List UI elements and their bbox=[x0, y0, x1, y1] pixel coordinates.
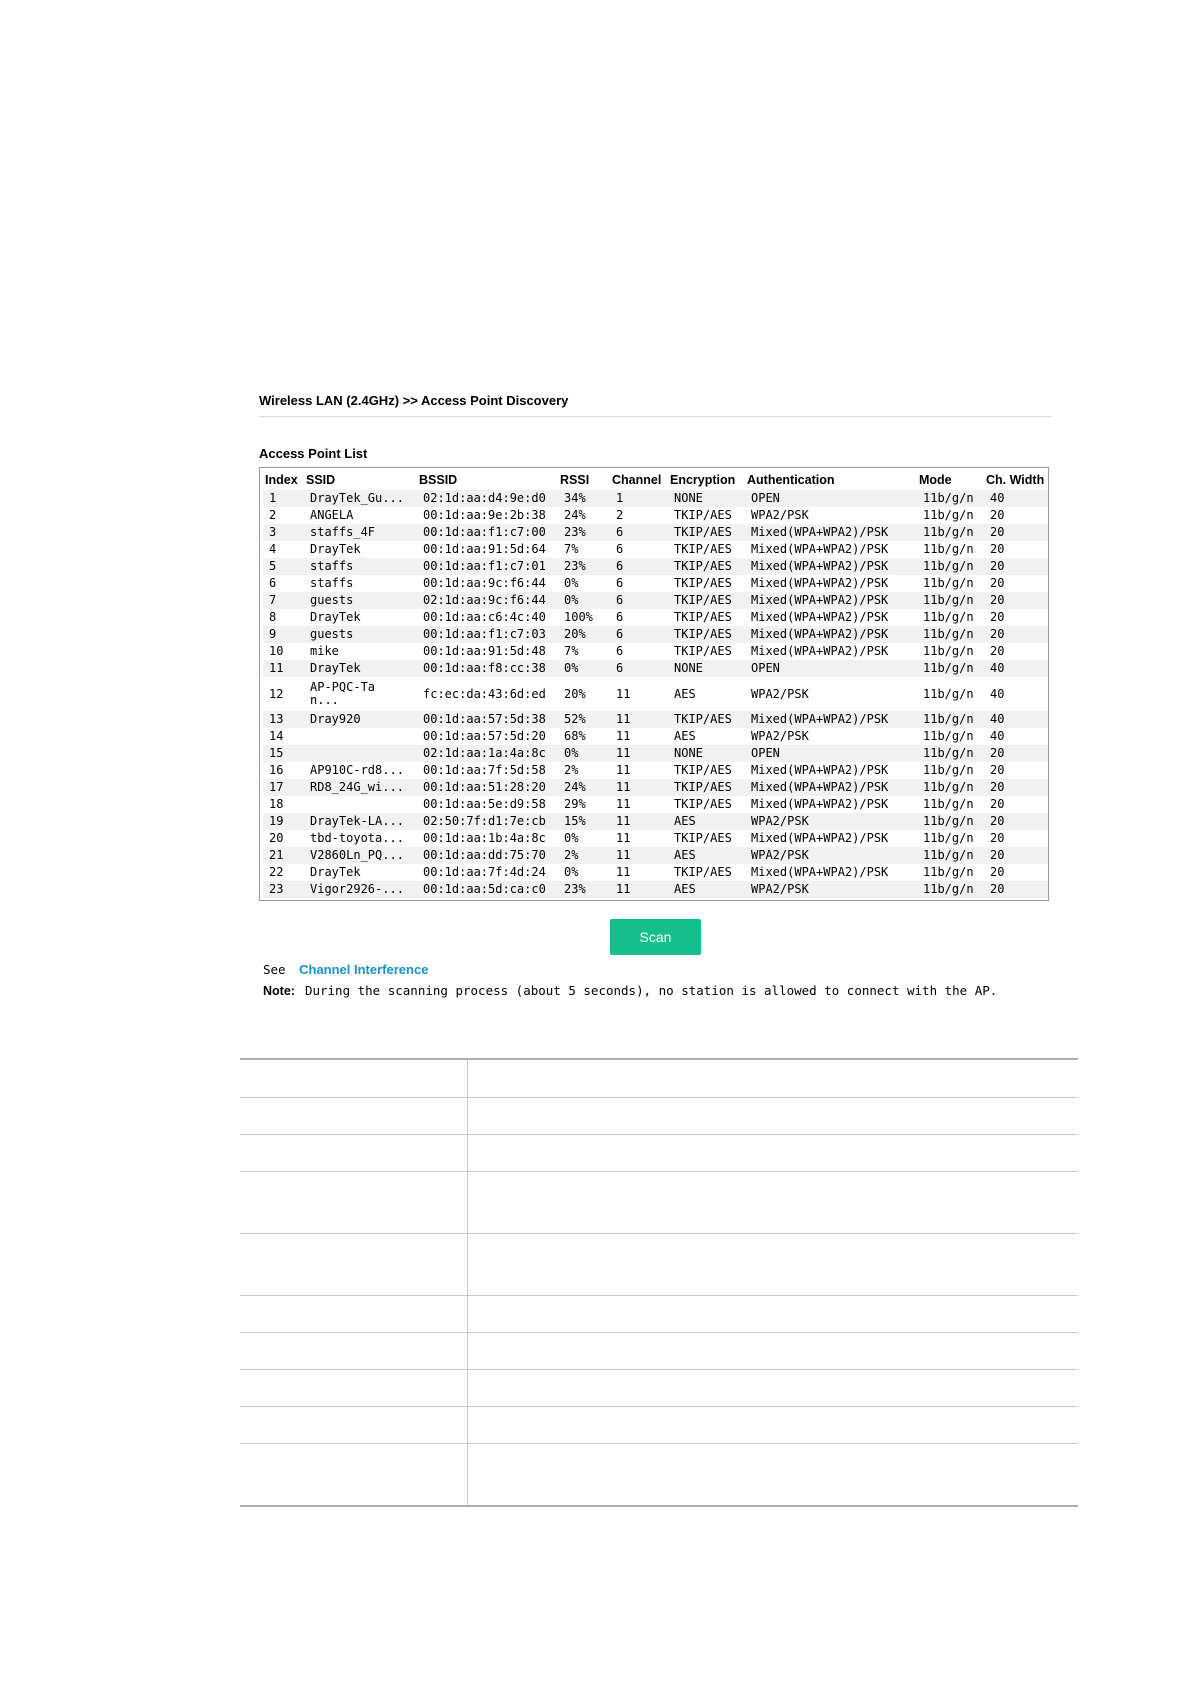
description-text-cell bbox=[468, 1060, 1078, 1097]
cell-encryption: TKIP/AES bbox=[668, 626, 745, 643]
cell-mode: 11b/g/n bbox=[917, 660, 984, 677]
description-row bbox=[240, 1097, 1078, 1134]
cell-rssi: 23% bbox=[558, 524, 610, 541]
cell-ch-width: 20 bbox=[990, 576, 1005, 590]
cell-authentication: Mixed(WPA+WPA2)/PSK bbox=[745, 558, 917, 575]
cell-ch-width: 40 bbox=[984, 711, 1048, 728]
description-item-cell bbox=[240, 1135, 468, 1171]
table-row bbox=[263, 558, 1048, 575]
description-item-cell bbox=[240, 1333, 468, 1369]
table-row bbox=[263, 847, 1048, 864]
cell-authentication: OPEN bbox=[745, 660, 917, 677]
cell-bssid: 00:1d:aa:c6:4c:40 bbox=[423, 610, 546, 624]
cell-ch-width: 20 bbox=[984, 881, 1048, 898]
cell-ssid: AP910C-rd8... bbox=[310, 763, 404, 777]
table-row bbox=[263, 507, 1048, 524]
cell-encryption: AES bbox=[674, 729, 696, 743]
table-row bbox=[263, 796, 1048, 813]
cell-index: 15 bbox=[263, 745, 304, 762]
cell-index: 2 bbox=[269, 508, 277, 522]
cell-index: 6 bbox=[269, 576, 277, 590]
cell-channel: 6 bbox=[610, 558, 668, 575]
description-text-cell bbox=[468, 1172, 1078, 1233]
cell-ssid bbox=[304, 745, 417, 762]
cell-encryption: TKIP/AES bbox=[674, 644, 732, 658]
cell-mode: 11b/g/n bbox=[923, 865, 974, 879]
description-row bbox=[240, 1443, 1078, 1505]
cell-ch-width: 20 bbox=[984, 745, 1048, 762]
cell-authentication: WPA2/PSK bbox=[745, 881, 917, 898]
cell-channel: 6 bbox=[616, 542, 624, 556]
description-row bbox=[240, 1171, 1078, 1233]
description-row bbox=[240, 1332, 1078, 1369]
cell-mode: 11b/g/n bbox=[923, 686, 974, 701]
table-row bbox=[263, 779, 1048, 796]
description-item-cell bbox=[240, 1060, 468, 1097]
cell-index: 12 bbox=[269, 686, 284, 701]
cell-bssid: 00:1d:aa:5d:ca:c0 bbox=[417, 881, 558, 898]
cell-rssi: 2% bbox=[558, 847, 610, 864]
cell-channel: 2 bbox=[616, 508, 624, 522]
description-text-cell bbox=[468, 1296, 1078, 1332]
cell-bssid: 00:1d:aa:9c:f6:44 bbox=[423, 576, 546, 590]
cell-ch-width: 20 bbox=[990, 644, 1005, 658]
column-header-mode: Mode bbox=[919, 473, 952, 487]
cell-encryption: NONE bbox=[668, 490, 745, 507]
cell-rssi: 0% bbox=[558, 592, 610, 609]
cell-rssi: 15% bbox=[558, 813, 610, 830]
note-label: Note: bbox=[263, 984, 295, 998]
scan-button[interactable]: Scan bbox=[610, 919, 701, 955]
cell-ssid: tbd-toyota... bbox=[310, 831, 404, 845]
cell-mode: 11b/g/n bbox=[917, 490, 984, 507]
cell-rssi: 0% bbox=[564, 576, 579, 590]
cell-encryption: NONE bbox=[668, 745, 745, 762]
cell-encryption: AES bbox=[668, 813, 745, 830]
table-row bbox=[263, 830, 1048, 847]
description-text-cell bbox=[468, 1333, 1078, 1369]
cell-authentication: Mixed(WPA+WPA2)/PSK bbox=[751, 644, 889, 658]
cell-index: 9 bbox=[263, 626, 304, 643]
cell-encryption: TKIP/AES bbox=[674, 542, 732, 556]
cell-ssid: mike bbox=[310, 644, 339, 658]
table-row bbox=[263, 660, 1048, 677]
description-row bbox=[240, 1233, 1078, 1295]
cell-bssid: 02:50:7f:d1:7e:cb bbox=[417, 813, 558, 830]
note-text: During the scanning process (about 5 seconds), no station is allowed to connect with the AP. bbox=[304, 983, 998, 998]
cell-ch-width: 20 bbox=[984, 592, 1048, 609]
cell-ch-width: 40 bbox=[990, 686, 1005, 701]
cell-authentication: Mixed(WPA+WPA2)/PSK bbox=[751, 542, 889, 556]
table-row bbox=[263, 728, 1048, 745]
cell-channel: 11 bbox=[616, 763, 631, 777]
cell-ssid: RD8_24G_wi... bbox=[304, 779, 417, 796]
table-row bbox=[263, 881, 1048, 898]
description-item-cell bbox=[240, 1370, 468, 1406]
cell-rssi: 0% bbox=[558, 660, 610, 677]
cell-rssi: 20% bbox=[558, 626, 610, 643]
cell-ch-width: 20 bbox=[984, 524, 1048, 541]
cell-ch-width: 20 bbox=[990, 865, 1005, 879]
cell-channel: 11 bbox=[610, 711, 668, 728]
cell-index: 18 bbox=[269, 797, 284, 811]
cell-encryption: NONE bbox=[668, 660, 745, 677]
access-point-table bbox=[263, 470, 1048, 898]
cell-authentication: Mixed(WPA+WPA2)/PSK bbox=[745, 711, 917, 728]
cell-rssi: 34% bbox=[558, 490, 610, 507]
cell-authentication: Mixed(WPA+WPA2)/PSK bbox=[751, 610, 889, 624]
description-item-cell bbox=[240, 1234, 468, 1295]
cell-mode: 11b/g/n bbox=[923, 644, 974, 658]
see-line bbox=[263, 962, 428, 977]
description-item-cell bbox=[240, 1296, 468, 1332]
see-label: See bbox=[263, 962, 286, 977]
cell-index: 11 bbox=[263, 660, 304, 677]
cell-mode: 11b/g/n bbox=[917, 524, 984, 541]
cell-mode: 11b/g/n bbox=[917, 592, 984, 609]
cell-ssid: staffs_4F bbox=[304, 524, 417, 541]
cell-authentication: Mixed(WPA+WPA2)/PSK bbox=[751, 865, 889, 879]
column-header-channel: Channel bbox=[612, 473, 662, 487]
cell-ch-width: 20 bbox=[984, 779, 1048, 796]
cell-bssid: 00:1d:aa:91:5d:64 bbox=[423, 542, 546, 556]
cell-index: 7 bbox=[263, 592, 304, 609]
cell-authentication: Mixed(WPA+WPA2)/PSK bbox=[745, 626, 917, 643]
cell-channel: 11 bbox=[616, 797, 631, 811]
cell-index: 5 bbox=[263, 558, 304, 575]
description-item-cell bbox=[240, 1172, 468, 1233]
table-row bbox=[263, 711, 1048, 728]
column-header-ssid: SSID bbox=[306, 473, 336, 487]
cell-ssid: guests bbox=[304, 592, 417, 609]
description-text-cell bbox=[468, 1098, 1078, 1134]
table-row bbox=[263, 677, 1048, 711]
cell-index: 14 bbox=[269, 729, 284, 743]
cell-bssid: 00:1d:aa:9e:2b:38 bbox=[423, 508, 546, 522]
cell-ch-width: 40 bbox=[990, 729, 1005, 743]
cell-channel: 6 bbox=[616, 644, 624, 658]
table-row bbox=[263, 541, 1048, 558]
description-item-cell bbox=[240, 1098, 468, 1134]
description-text-cell bbox=[468, 1234, 1078, 1295]
cell-ssid bbox=[304, 728, 417, 745]
cell-channel: 6 bbox=[610, 524, 668, 541]
cell-rssi: 24% bbox=[558, 779, 610, 796]
cell-channel: 11 bbox=[610, 881, 668, 898]
cell-channel: 1 bbox=[610, 490, 668, 507]
description-text-cell bbox=[468, 1444, 1078, 1505]
cell-ch-width: 20 bbox=[990, 797, 1005, 811]
cell-channel: 6 bbox=[616, 610, 624, 624]
cell-rssi: 23% bbox=[558, 558, 610, 575]
description-table bbox=[240, 1058, 1078, 1507]
cell-channel: 11 bbox=[616, 865, 631, 879]
cell-encryption: TKIP/AES bbox=[668, 779, 745, 796]
cell-bssid: 00:1d:aa:7f:4d:24 bbox=[423, 865, 546, 879]
cell-channel: 11 bbox=[610, 745, 668, 762]
cell-bssid: 00:1d:aa:f8:cc:38 bbox=[417, 660, 558, 677]
cell-bssid: 02:1d:aa:d4:9e:d0 bbox=[417, 490, 558, 507]
cell-ch-width: 20 bbox=[984, 813, 1048, 830]
cell-ssid: ANGELA bbox=[310, 508, 354, 522]
cell-encryption: TKIP/AES bbox=[674, 865, 732, 879]
cell-encryption: AES bbox=[674, 686, 696, 701]
table-row bbox=[263, 813, 1048, 830]
cell-ssid: DrayTek_Gu... bbox=[304, 490, 417, 507]
column-header-bssid: BSSID bbox=[419, 473, 458, 487]
cell-rssi: 0% bbox=[564, 865, 579, 879]
cell-index: 22 bbox=[269, 865, 284, 879]
cell-channel: 11 bbox=[616, 686, 631, 701]
cell-authentication: Mixed(WPA+WPA2)/PSK bbox=[745, 524, 917, 541]
cell-index: 20 bbox=[269, 831, 284, 845]
cell-channel: 11 bbox=[616, 831, 631, 845]
cell-ch-width: 20 bbox=[990, 508, 1005, 522]
cell-rssi: 52% bbox=[558, 711, 610, 728]
cell-encryption: TKIP/AES bbox=[674, 797, 732, 811]
cell-mode: 11b/g/n bbox=[917, 626, 984, 643]
description-row bbox=[240, 1295, 1078, 1332]
cell-encryption: TKIP/AES bbox=[674, 831, 732, 845]
description-text-cell bbox=[468, 1370, 1078, 1406]
column-header-rssi: RSSI bbox=[560, 473, 590, 487]
cell-mode: 11b/g/n bbox=[917, 558, 984, 575]
cell-channel: 6 bbox=[616, 576, 624, 590]
cell-ssid: staffs bbox=[310, 576, 354, 590]
cell-channel: 6 bbox=[610, 626, 668, 643]
cell-authentication: WPA2/PSK bbox=[751, 729, 809, 743]
cell-ssid: DrayTek bbox=[304, 660, 417, 677]
cell-ssid: DrayTek-LA... bbox=[304, 813, 417, 830]
cell-index: 23 bbox=[263, 881, 304, 898]
cell-encryption: TKIP/AES bbox=[674, 763, 732, 777]
cell-index: 17 bbox=[263, 779, 304, 796]
cell-mode: 11b/g/n bbox=[923, 729, 974, 743]
cell-index: 1 bbox=[263, 490, 304, 507]
table-row bbox=[263, 609, 1048, 626]
cell-rssi: 23% bbox=[558, 881, 610, 898]
cell-mode: 11b/g/n bbox=[917, 779, 984, 796]
cell-bssid: 00:1d:aa:1b:4a:8c bbox=[423, 831, 546, 845]
cell-bssid: 00:1d:aa:dd:75:70 bbox=[417, 847, 558, 864]
cell-index: 21 bbox=[263, 847, 304, 864]
cell-authentication: WPA2/PSK bbox=[745, 813, 917, 830]
cell-rssi: 20% bbox=[564, 686, 586, 701]
cell-index: 4 bbox=[269, 542, 277, 556]
cell-bssid: 00:1d:aa:7f:5d:58 bbox=[423, 763, 546, 777]
table-row bbox=[263, 490, 1048, 507]
cell-bssid: 00:1d:aa:f1:c7:03 bbox=[417, 626, 558, 643]
channel-interference-link[interactable]: Channel Interference bbox=[299, 962, 429, 977]
description-text-cell bbox=[468, 1407, 1078, 1443]
description-item-cell bbox=[240, 1444, 468, 1505]
cell-encryption: AES bbox=[668, 881, 745, 898]
cell-mode: 11b/g/n bbox=[917, 847, 984, 864]
cell-channel: 11 bbox=[610, 779, 668, 796]
cell-mode: 11b/g/n bbox=[923, 763, 974, 777]
cell-index: 13 bbox=[263, 711, 304, 728]
cell-rssi: 68% bbox=[564, 729, 586, 743]
table-row bbox=[263, 524, 1048, 541]
table-row bbox=[263, 643, 1048, 660]
cell-bssid: 00:1d:aa:51:28:20 bbox=[417, 779, 558, 796]
cell-bssid: 00:1d:aa:57:5d:38 bbox=[417, 711, 558, 728]
cell-ssid: Vigor2926-... bbox=[304, 881, 417, 898]
cell-encryption: TKIP/AES bbox=[674, 576, 732, 590]
cell-rssi: 29% bbox=[564, 797, 586, 811]
cell-index: 3 bbox=[263, 524, 304, 541]
cell-mode: 11b/g/n bbox=[923, 797, 974, 811]
cell-encryption: TKIP/AES bbox=[668, 558, 745, 575]
cell-rssi: 100% bbox=[564, 610, 593, 624]
column-header-authentication: Authentication bbox=[747, 473, 835, 487]
cell-authentication: Mixed(WPA+WPA2)/PSK bbox=[751, 797, 889, 811]
cell-ssid: Dray920 bbox=[304, 711, 417, 728]
cell-ch-width: 20 bbox=[984, 847, 1048, 864]
cell-authentication: WPA2/PSK bbox=[751, 508, 809, 522]
cell-authentication: Mixed(WPA+WPA2)/PSK bbox=[751, 831, 889, 845]
cell-channel: 6 bbox=[610, 660, 668, 677]
description-row bbox=[240, 1369, 1078, 1406]
cell-mode: 11b/g/n bbox=[917, 745, 984, 762]
cell-mode: 11b/g/n bbox=[923, 576, 974, 590]
cell-encryption: AES bbox=[668, 847, 745, 864]
cell-encryption: TKIP/AES bbox=[674, 610, 732, 624]
cell-ssid: DrayTek bbox=[310, 610, 361, 624]
cell-ch-width: 20 bbox=[984, 626, 1048, 643]
cell-ssid: guests bbox=[304, 626, 417, 643]
cell-mode: 11b/g/n bbox=[923, 610, 974, 624]
cell-bssid: 00:1d:aa:f1:c7:00 bbox=[417, 524, 558, 541]
cell-authentication: Mixed(WPA+WPA2)/PSK bbox=[751, 763, 889, 777]
cell-bssid: 00:1d:aa:57:5d:20 bbox=[423, 729, 546, 743]
column-header-encryption: Encryption bbox=[670, 473, 736, 487]
cell-ch-width: 20 bbox=[990, 610, 1005, 624]
cell-bssid: 00:1d:aa:91:5d:48 bbox=[423, 644, 546, 658]
cell-ssid: V2860Ln_PQ... bbox=[304, 847, 417, 864]
description-row bbox=[240, 1134, 1078, 1171]
access-point-list-title: Access Point List bbox=[259, 446, 368, 461]
table-row bbox=[263, 626, 1048, 643]
cell-channel: 11 bbox=[610, 813, 668, 830]
cell-mode: 11b/g/n bbox=[917, 881, 984, 898]
cell-authentication: WPA2/PSK bbox=[745, 847, 917, 864]
cell-mode: 11b/g/n bbox=[923, 542, 974, 556]
cell-channel: 6 bbox=[610, 592, 668, 609]
cell-rssi: 2% bbox=[564, 763, 579, 777]
cell-authentication: OPEN bbox=[745, 490, 917, 507]
cell-encryption: TKIP/AES bbox=[668, 524, 745, 541]
cell-encryption: TKIP/AES bbox=[674, 508, 732, 522]
cell-authentication: WPA2/PSK bbox=[751, 686, 809, 701]
table-row bbox=[263, 575, 1048, 592]
cell-bssid: fc:ec:da:43:6d:ed bbox=[423, 686, 546, 701]
cell-authentication: Mixed(WPA+WPA2)/PSK bbox=[745, 592, 917, 609]
cell-ch-width: 20 bbox=[990, 831, 1005, 845]
cell-ssid: DrayTek bbox=[310, 865, 361, 879]
cell-rssi: 7% bbox=[564, 542, 579, 556]
cell-ssid bbox=[304, 796, 417, 813]
cell-encryption: TKIP/AES bbox=[668, 592, 745, 609]
table-header-row bbox=[263, 470, 1048, 490]
cell-channel: 11 bbox=[610, 847, 668, 864]
cell-ssid: AP-PQC-Tan... bbox=[310, 680, 376, 707]
cell-mode: 11b/g/n bbox=[923, 508, 974, 522]
cell-authentication: Mixed(WPA+WPA2)/PSK bbox=[751, 576, 889, 590]
cell-rssi: 24% bbox=[564, 508, 586, 522]
cell-mode: 11b/g/n bbox=[923, 831, 974, 845]
column-header-ch-width: Ch. Width bbox=[986, 473, 1045, 487]
breadcrumb: Wireless LAN (2.4GHz) >> Access Point Discovery bbox=[259, 393, 1051, 417]
cell-ssid: staffs bbox=[304, 558, 417, 575]
note-line bbox=[263, 983, 997, 998]
cell-ch-width: 40 bbox=[984, 490, 1048, 507]
access-point-list-panel bbox=[259, 467, 1049, 901]
cell-bssid: 00:1d:aa:f1:c7:01 bbox=[417, 558, 558, 575]
cell-index: 19 bbox=[263, 813, 304, 830]
table-row bbox=[263, 745, 1048, 762]
cell-mode: 11b/g/n bbox=[917, 711, 984, 728]
cell-encryption: TKIP/AES bbox=[668, 711, 745, 728]
cell-index: 8 bbox=[269, 610, 277, 624]
cell-rssi: 0% bbox=[564, 831, 579, 845]
cell-index: 16 bbox=[269, 763, 284, 777]
description-row bbox=[240, 1060, 1078, 1097]
cell-ch-width: 20 bbox=[984, 558, 1048, 575]
column-header-index: Index bbox=[265, 473, 298, 487]
cell-channel: 11 bbox=[616, 729, 631, 743]
description-item-cell bbox=[240, 1407, 468, 1443]
cell-ch-width: 40 bbox=[984, 660, 1048, 677]
table-row bbox=[263, 762, 1048, 779]
cell-authentication: OPEN bbox=[745, 745, 917, 762]
access-point-rows bbox=[263, 490, 1048, 898]
cell-rssi: 0% bbox=[558, 745, 610, 762]
cell-mode: 11b/g/n bbox=[917, 813, 984, 830]
table-row bbox=[263, 864, 1048, 881]
cell-ch-width: 20 bbox=[990, 763, 1005, 777]
cell-ssid: DrayTek bbox=[310, 542, 361, 556]
description-text-cell bbox=[468, 1135, 1078, 1171]
cell-bssid: 02:1d:aa:1a:4a:8c bbox=[417, 745, 558, 762]
cell-bssid: 02:1d:aa:9c:f6:44 bbox=[417, 592, 558, 609]
cell-authentication: Mixed(WPA+WPA2)/PSK bbox=[745, 779, 917, 796]
cell-rssi: 7% bbox=[564, 644, 579, 658]
cell-ch-width: 20 bbox=[990, 542, 1005, 556]
cell-index: 10 bbox=[269, 644, 284, 658]
table-row bbox=[263, 592, 1048, 609]
description-row bbox=[240, 1406, 1078, 1443]
cell-bssid: 00:1d:aa:5e:d9:58 bbox=[423, 797, 546, 811]
